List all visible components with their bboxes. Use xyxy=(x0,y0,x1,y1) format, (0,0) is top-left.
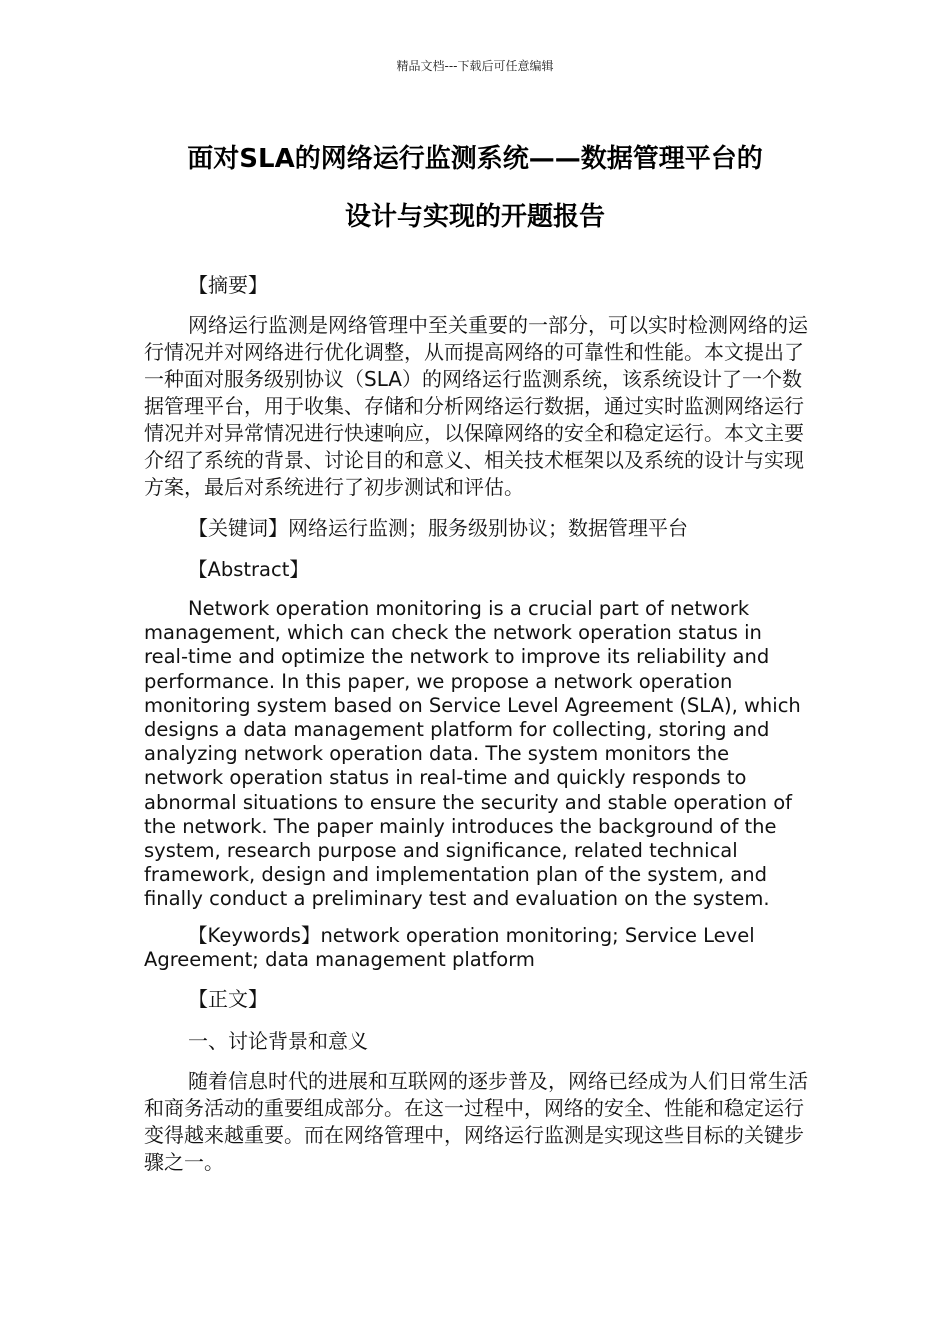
abstract-en-heading: 【Abstract】 xyxy=(188,558,309,581)
section-1-heading: 一、讨论背景和意义 xyxy=(188,1029,368,1054)
abstract-paragraph: 网络运行监测是网络管理中至关重要的一部分，可以实时检测网络的运行情况并对网络进行优化调整，从而提高网络的可靠性和性能。本文提出了一种面对服务级别协议（SLA）的网络运行监测系统，该系统设计了一个数据管理平台，用于收集、存储和分析网络运行数据，通过实时监测网络运行情况并对异常情况进行快速响应，以保障网络的安全和稳定运行。本文主要介绍了系统的背景、讨论目的和意义、相关技术框架以及系统的设计与实现方案，最后对系统进行了初步测试和评估。 xyxy=(144,313,808,499)
document-body xyxy=(144,270,808,1188)
keywords-en: 【Keywords】network operation monitoring; Service Level Agreement; data management platform xyxy=(144,923,755,971)
section-1-paragraph: 随着信息时代的进展和互联网的逐步普及，网络已经成为人们日常生活和商务活动的重要组成部分。在这一过程中，网络的安全、性能和稳定运行变得越来越重要。而在网络管理中，网络运行监测是实现这些目标的关键步骤之一。 xyxy=(144,1069,808,1175)
body-heading: 【正文】 xyxy=(188,987,268,1012)
abstract-en-paragraph: Network operation monitoring is a crucial part of network management, which can check the network operation status in real-time and optimize the network to improve its reliability and performance. In this paper, we propose a network operation monitoring system based on Service Level Agreement (SLA), which designs a data management platform for collecting, storing and analyzing network operation data. The system monitors the network operation status in real-time and quickly responds to abnormal situations to ensure the security and stable operation of the network. The paper mainly introduces the background of the system, research purpose and significance, related technical framework, design and implementation plan of the system, and finally conduct a preliminary test and evaluation on the system. xyxy=(144,597,801,911)
document-title-line-2: 设计与实现的开题报告 xyxy=(344,202,605,232)
document-title-line-1: 面对SLA的网络运行监测系统——数据管理平台的 xyxy=(187,144,763,174)
keywords-cn: 【关键词】网络运行监测；服务级别协议；数据管理平台 xyxy=(188,516,688,540)
page-header-note: 精品文档---下载后可任意编辑 xyxy=(396,59,554,73)
abstract-heading: 【摘要】 xyxy=(188,273,268,297)
